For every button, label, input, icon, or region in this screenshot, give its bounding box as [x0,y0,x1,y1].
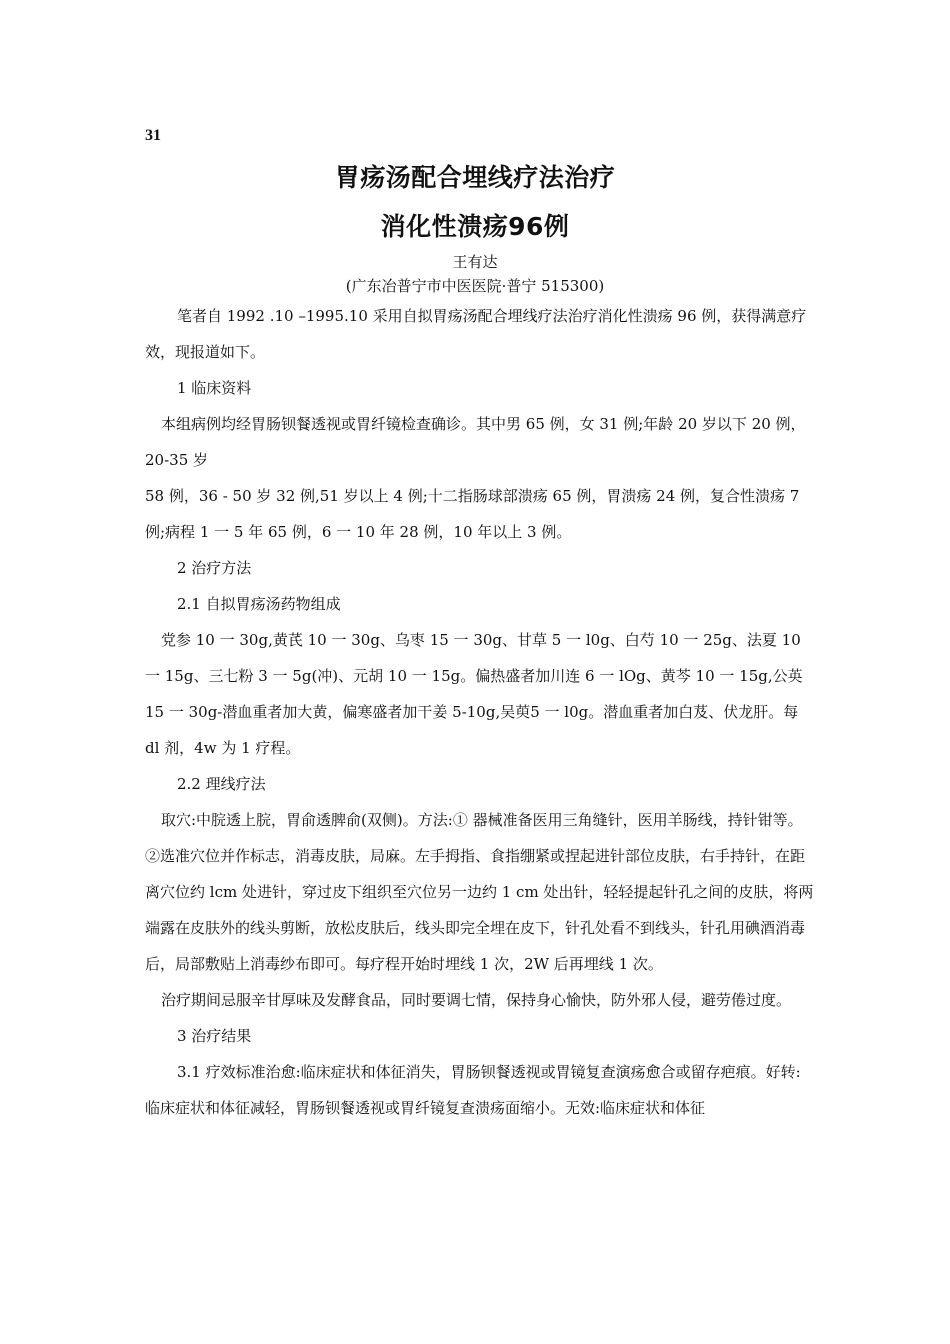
paragraph-catgut-therapy: 取穴:中脘透上脘，胃俞透脾俞(双侧)。方法:① 器械准备医用三角缝针，医用羊肠线，持针钳等。②选准穴位并作标志，消毒皮肤，局麻。左手拇指、食指绷紧或捏起进针部位皮肤，右手持针，在距离穴位约 lcm 处进针，穿过皮下组织至穴位另一边约 1 cm 处出针，轻轻提起针孔之间的皮肤，将两端露在皮肤外的线头剪断，放松皮肤后，线头即完全埋在皮下，针孔处看不到线头，针孔用碘酒消毒后，局部敷贴上消毒纱布即可。每疗程开始时埋线 1 次，2W 后再埋线 1 次。 [145,811,814,973]
article-body [145,298,815,1126]
author-name: 王有达 [452,253,498,271]
paragraph-precautions: 治疗期间忌服辛甘厚味及发酵食品，同时要调七情，保持身心愉快，防外邪人侵，避劳倦过度。 [161,991,792,1009]
author-affiliation: (广东冶普宁市中医医院·普宁 515300) [345,277,605,295]
section-heading-treatment-results: 3 治疗结果 [177,1027,252,1045]
article-title-line-2: 消化性溃疡96例 [380,212,570,241]
article-title-line-1: 胃疡汤配合埋线疗法治疗 [334,163,616,192]
paragraph-clinical-data-continued: 58 例，36 - 50 岁 32 例,51 岁以上 4 例;十二指肠球部溃疡 65 例，胃溃疡 24 例，复合性溃疡 7 例;病程 1 一 5 年 65 例，6 一 10 年 28 例，10 年以上 3 例。 [145,487,800,541]
section-heading-clinical-data: 1 临床资料 [177,379,252,397]
section-heading-treatment-method: 2 治疗方法 [177,559,252,577]
page-number: 31 [145,127,161,144]
paragraph-intro: 笔者自 1992 .10 –1995.10 采用自拟胃疡汤配合埋线疗法治疗消化性溃疡 96 例，获得满意疗效，现报道如下。 [145,307,807,361]
paragraph-clinical-data: 本组病例均经胃肠钡餐透视或胃纤镜检查确诊。其中男 65 例，女 31 例;年龄 20 岁以下 20 例，20-35 岁 [145,415,806,469]
subsection-heading-catgut-therapy: 2.2 理线疗法 [177,775,266,793]
subsection-heading-formula: 2.1 自拟胃疡汤药物组成 [177,595,341,613]
paragraph-formula: 党参 10 一 30g,黄芪 10 一 30g、乌枣 15 一 30g、甘草 5 一 l0g、白芍 10 一 25g、法夏 10 一 15g、三七粉 3 一 5g(冲)、元胡 10 一 15g。偏热盛者加川连 6 一 lOg、黄芩 10 一 15g,公英 15 一 30g-潜血重者加大黄，偏寒盛者加干姜 5-10g,吴萸5 一 l0g。潜血重者加白芨、伏龙肝。每 dl 剂，4w 为 1 疗程。 [145,631,803,757]
paragraph-efficacy-criteria: 3.1 疗效标准治愈:临床症状和体征消失，胃肠钡餐透视或胃镜复查演疡愈合或留存疤痕。好转:临床症状和体征减轻，胃肠钡餐透视或胃纤镜复查溃疡面缩小。无效:临床症状和体征 [145,1063,801,1117]
